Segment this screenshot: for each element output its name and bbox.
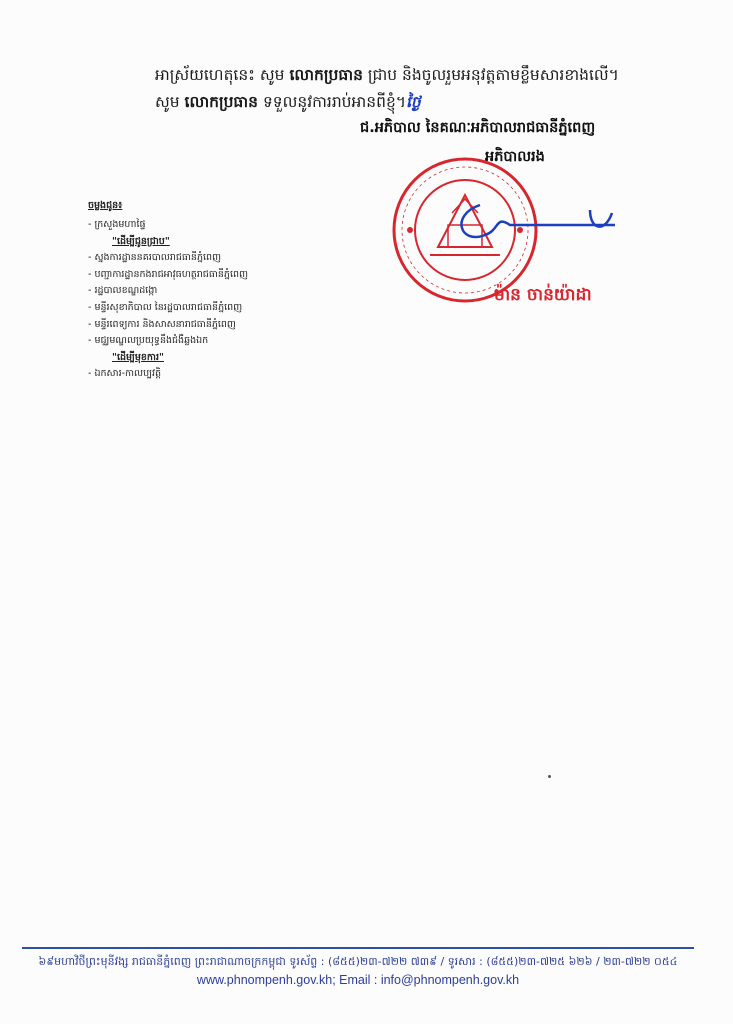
footer-website-link[interactable]: www.phnompenh.gov.kh (196, 973, 333, 987)
signature-handwritten (440, 185, 630, 255)
signatory-name: ម៉ាន ចាន់យ៉ាដា (494, 285, 592, 305)
cc-item: - ស្នងការដ្ឋាននគរបាលរាជធានីភ្នំពេញ (88, 252, 222, 264)
closing-line-2-suffix: ទទួលនូវការរាប់អានពីខ្ញុំ។ (258, 93, 407, 111)
closing-line-1-suffix: ជ្រាប និងចូលរួមអនុវត្តតាមខ្លឹមសារខាងលើ។ (362, 66, 619, 84)
cc-item-note-text: "ដើម្បីមុខការ" (112, 351, 164, 363)
closing-line-1-addressee: លោកប្រធាន (289, 66, 363, 84)
handwritten-date-mark: ថ្ងៃ (406, 93, 421, 111)
cc-item: - មន្ទីរពេទ្យការ និងសាសនារាជធានីភ្នំពេញ (88, 318, 236, 330)
cc-item: - ក្រសួងមហាផ្ទៃ (88, 219, 146, 230)
cc-item: - បញ្ជាការដ្ឋានកងរាជអាវុធហត្ថរាជធានីភ្នំពេញ (88, 268, 249, 280)
cc-item-note (88, 234, 388, 251)
closing-line-2 (155, 89, 695, 116)
signatory-subtitle: អភិបាលរង (485, 149, 545, 165)
closing-line-2-prefix: សូម (155, 93, 185, 111)
closing-line-1 (155, 62, 695, 89)
cc-item-note-text: "ដើម្បីជូនជ្រាប" (112, 235, 170, 247)
closing-line-2-addressee: លោកប្រធាន (184, 93, 259, 111)
footer-divider (22, 947, 694, 949)
cc-item-note (88, 350, 388, 367)
closing-line-1-prefix: អាស្រ័យហេតុនេះ សូម (155, 66, 290, 84)
footer-email-label: ; Email : (332, 973, 381, 987)
cc-item: - រដ្ឋបាលខណ្ឌដង្កោ (88, 285, 158, 297)
cc-item: - មជ្ឈមណ្ឌលប្រយុទ្ធនឹងជំងឺឆ្លងឯក (88, 335, 209, 347)
closing-paragraph (155, 62, 695, 116)
footer-email-link[interactable]: info@phnompenh.gov.kh (380, 973, 520, 987)
cc-list (88, 199, 388, 383)
cc-heading: ចម្លងជូន៖ (88, 200, 123, 211)
cc-item: - ឯកសារ-កាលប្បវត្តិ (88, 368, 162, 380)
footer-address: ៦៩មហាវិថីព្រះមុនីវង្ស រាជធានីភ្នំពេញ ព្រះរាជាណាចក្រកម្ពុជា ទូរស័ព្ទ : (៨៥៥)២៣-៧២២ ៧៣៩ / ទូរសារ : (៨៥៥)២៣-៧២៥ ៦២៦ / ២៣-៧២២ ០៥៤ (38, 955, 678, 968)
cc-item: - មន្ទីរសុខាភិបាល នៃរដ្ឋបាលរាជធានីភ្នំពេញ (88, 301, 243, 313)
scan-speck (548, 775, 551, 778)
footer-contact (22, 973, 694, 987)
signatory-title: ជ.អភិបាល នៃគណៈអភិបាលរាជធានីភ្នំពេញ (360, 120, 596, 136)
